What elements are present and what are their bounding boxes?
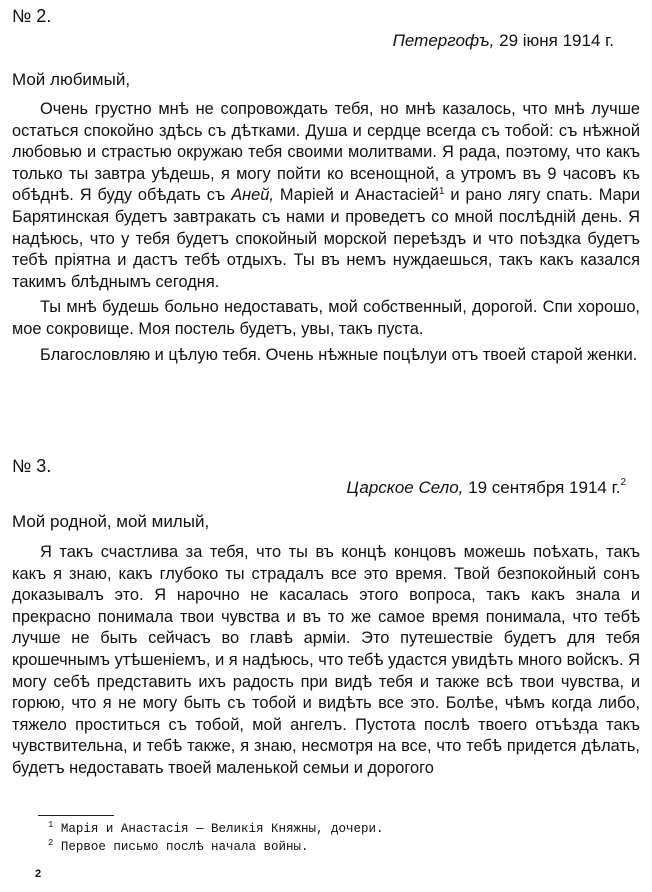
- letter-number: № 2.: [12, 6, 52, 26]
- footnote: $^2$ Первое письмо послѣ начала войны.: [48, 838, 309, 854]
- paragraph: Ты мнѣ будешь больно недоставать, мой собственный, дорогой. Спи хорошо, мое сокровище. Моя постель будетъ, увы, такъ пуста.: [12, 298, 640, 338]
- paragraph: Я такъ счастлива за тебя, что ты въ концѣ концовъ можешь поѣхать, такъ какъ я знаю, какъ глубоко ты страдалъ все это время. Твой безпокойный сонъ доказывалъ это. Я нарочно не касалась этого вопроса, такъ какъ знала и прекрасно понимала твои чувства и въ то же самое время понимала, что тебѣ лучше не быть сейчасъ во главѣ арміи. Это путешествіе будетъ для тебя крошечнымъ утѣшеніемъ, и я надѣюсь, что тебѣ удастся увидѣть много войскъ. Я могу себѣ представить ихъ радость при видѣ тебя и также всѣ твои чувства, и горюю, что я не могу быть съ тобой и видѣть все это. Болѣе, чѣмъ когда либо, тяжело проститься съ тобой, мой ангелъ. Пустота послѣ твоего отъѣзда такъ чувствительна, и тебѣ также, я знаю, несмотря на все, что тебѣ придется дѣлать, будетъ недоставать твоей маленькой семьи и дорогого: [12, 543, 640, 777]
- letter-date-line: [393, 31, 614, 51]
- letter-date-line: [346, 478, 626, 498]
- page-number: 2: [35, 868, 42, 880]
- letter-date: 19 сентября 1914 г.: [468, 478, 621, 497]
- footnote-divider: [38, 815, 114, 816]
- letter-place: Петергофъ,: [392, 31, 495, 50]
- paragraph: Очень грустно мнѣ не сопровождать тебя, но мнѣ казалось, что мнѣ лучше остаться спокойно здѣсь съ дѣтками. Душа и сердце всегда съ тобой: съ нѣжной любовью и страстью окружаю тебя своими молитвами. Я рада, поэтому, что какъ только ты завтра уѣдешь, я могу пойти ко всенощной, а утромъ въ 9 часовъ къ обѣднѣ. Я буду обѣдать съ Аней, Маріей и Анастасіей$^1$ и рано лягу спать. Мари Барятинская будетъ завтракать съ нами и проведетъ со мной послѣдній день. Я надѣюсь, что у тебя будетъ спокойный морской переѣздъ и что поѣздка будетъ тебѣ пріятна и дастъ тебѣ отдыхъ. Ты въ немъ нуждаешься, такъ какъ казался такимъ блѣднымъ сегодня.: [12, 100, 640, 291]
- salutation: Мой любимый,: [12, 70, 131, 89]
- letter-place: Царское Село,: [346, 478, 464, 497]
- letter-body: [12, 99, 640, 370]
- anya-name: Аней,: [231, 186, 274, 205]
- salutation: Мой родной, мой милый,: [12, 512, 210, 531]
- footnote-ref: 1: [438, 186, 445, 198]
- footnote-ref: 2: [620, 477, 626, 488]
- footnote: $^1$ Марія и Анастасія — Великія Княжны, дочери.: [48, 820, 384, 836]
- letter-body: [12, 542, 640, 784]
- paragraph: Благословляю и цѣлую тебя. Очень нѣжные поцѣлуи отъ твоей старой женки.: [40, 345, 638, 364]
- letter-date: 29 іюня 1914 г.: [499, 31, 614, 50]
- letter-number: № 3.: [12, 456, 52, 476]
